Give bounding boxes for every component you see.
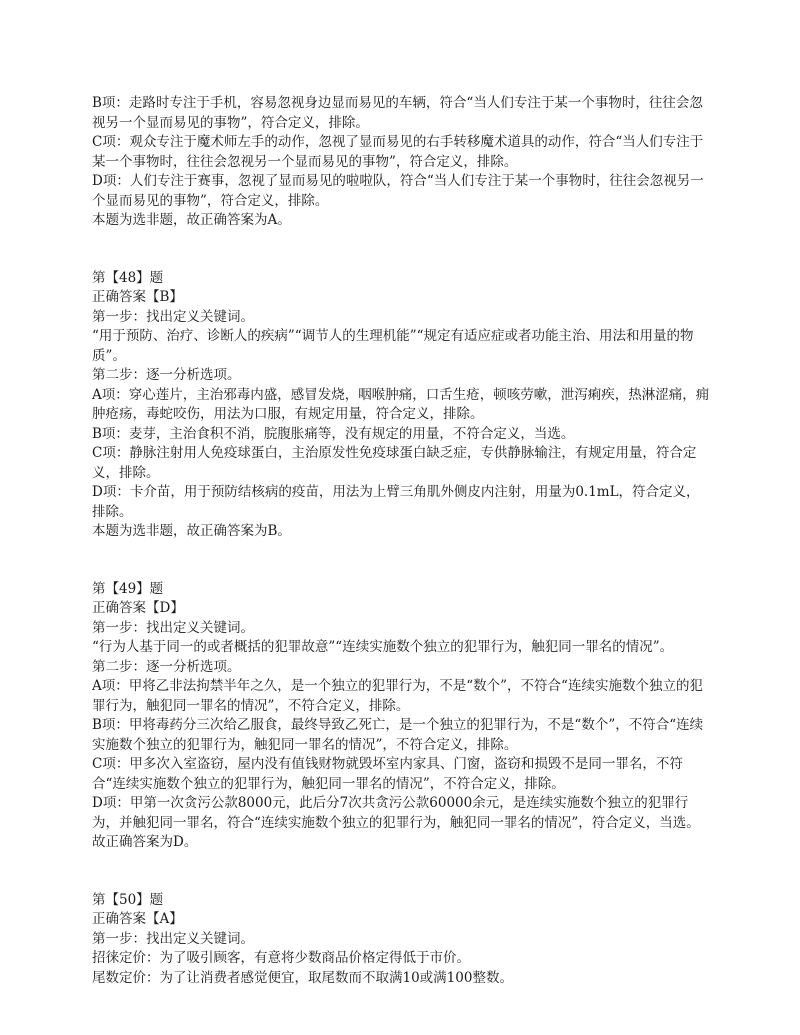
question-title: 第【49】题 xyxy=(92,580,164,597)
correct-answer: 正确答案【A】 xyxy=(92,911,183,927)
conclusion: 本题为选非题，故正确答案为B。 xyxy=(92,523,291,539)
question-50 xyxy=(92,891,712,989)
option-d-analysis: D项：甲第一次贪污公款8000元，此后分7次共贪污公款60000余元，是连续实施数个独立的犯罪行为，并触犯同一罪名，符合“连续实施数个独立的犯罪行为，触犯同一罪名的情况”，符合定义，当选。 xyxy=(92,795,700,831)
option-a-analysis: A项：甲将乙非法拘禁半年之久，是一个独立的犯罪行为，不是“数个”，不符合“连续实施数个独立的犯罪行为，触犯同一罪名的情况”，不符合定义，排除。 xyxy=(92,678,703,714)
option-a-analysis: A项：穿心莲片，主治邪毒内盛，感冒发烧，咽喉肿痛，口舌生疮，顿咳劳嗽，泄泻痢疾，热淋涩痛，痈肿疮疡，毒蛇咬伤，用法为口服，有规定用量，符合定义，排除。 xyxy=(92,386,710,422)
question-title: 第【48】题 xyxy=(92,269,164,286)
step-two: 第二步：逐一分析选项。 xyxy=(92,658,241,675)
correct-answer: 正确答案【B】 xyxy=(92,289,183,305)
conclusion: 本题为选非题，故正确答案为A。 xyxy=(92,212,291,228)
option-b-analysis: B项：麦芽，主治食积不消，脘腹胀痛等，没有规定的用量，不符合定义，当选。 xyxy=(92,425,575,442)
option-b-analysis: B项：甲将毒药分三次给乙服食，最终导致乙死亡，是一个独立的犯罪行为，不是“数个”，不符合“连续实施数个独立的犯罪行为，触犯同一罪名的情况”，不符合定义，排除。 xyxy=(92,717,704,753)
question-47-tail xyxy=(92,94,712,231)
option-d-analysis: D项：卡介苗，用于预防结核病的疫苗，用法为上臂三角肌外侧皮内注射，用量为0.1mL，符合定义，排除。 xyxy=(92,484,700,520)
correct-answer: 正确答案【D】 xyxy=(92,600,184,616)
step-one: 第一步：找出定义关键词。 xyxy=(92,308,254,325)
option-c-analysis: C项：观众专注于魔术师左手的动作，忽视了显而易见的右手转移魔术道具的动作，符合“当人们专注于某一个事物时，往往会忽视另一个显而易见的事物”，符合定义，排除。 xyxy=(92,134,704,170)
keywords: “用于预防、治疗、诊断人的疾病”“调节人的生理机能”“规定有适应症或者功能主治、用法和用量的物质”。 xyxy=(92,328,694,364)
option-b-analysis: B项：走路时专注于手机，容易忽视身边显而易见的车辆，符合“当人们专注于某一个事物时，往往会忽视另一个显而易见的事物”，符合定义，排除。 xyxy=(92,95,703,131)
step-two: 第二步：逐一分析选项。 xyxy=(92,367,241,383)
step-one: 第一步：找出定义关键词。 xyxy=(92,930,254,947)
option-d-analysis: D项：人们专注于赛事，忽视了显而易见的啦啦队，符合“当人们专注于某一个事物时，往往会忽视另一个显而易见的事物”，符合定义，排除。 xyxy=(92,173,704,209)
keywords: “行为人基于同一的或者概括的犯罪故意”“连续实施数个独立的犯罪行为，触犯同一罪名的情况”。 xyxy=(92,639,674,655)
definition-2: 尾数定价：为了让消费者感觉便宜，取尾数而不取满10或满100整数。 xyxy=(92,969,513,986)
question-title: 第【50】题 xyxy=(92,891,164,908)
document-page xyxy=(92,94,712,988)
question-49 xyxy=(92,580,712,853)
step-one: 第一步：找出定义关键词。 xyxy=(92,619,254,636)
option-c-analysis: C项：静脉注射用人免疫球蛋白，主治原发性免疫球蛋白缺乏症，专供静脉输注，有规定用量，符合定义，排除。 xyxy=(92,445,697,481)
conclusion: 故正确答案为D。 xyxy=(92,834,198,850)
option-c-analysis: C项：甲多次入室盗窃，屋内没有值钱财物就毁坏室内家具、门窗，盗窃和损毁不是同一罪名，不符合“连续实施数个独立的犯罪行为，触犯同一罪名的情况”，不符合定义，排除。 xyxy=(92,756,683,792)
question-48 xyxy=(92,269,712,542)
definition-1: 招徕定价：为了吸引顾客，有意将少数商品价格定得低于市价。 xyxy=(92,950,470,966)
